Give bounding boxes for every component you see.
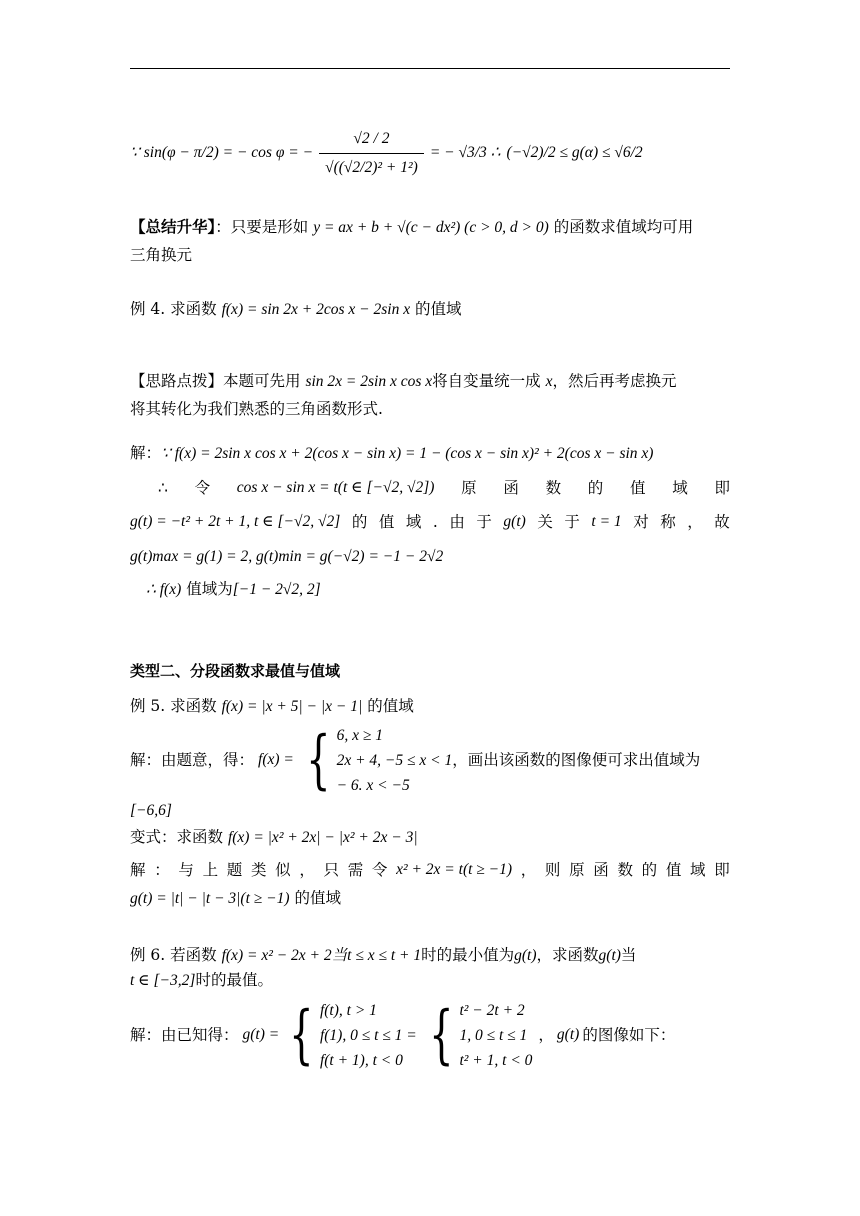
ex5-fx: f(x) =: [258, 751, 294, 768]
ex5-case: 2x + 4, −5 ≤ x < 1: [336, 751, 453, 769]
ex4-result-b: 值域为: [186, 580, 233, 598]
ex4-g-word: 由: [449, 513, 465, 531]
ex4-let-word: 函: [503, 479, 519, 497]
brace-icon: {: [289, 998, 314, 1072]
ex4-g-formula: g(t) = −t² + 2t + 1, t ∈ [−√2, √2]: [130, 513, 341, 530]
ex5-var-g: g(t) = |t| − |t − 3|(t ≥ −1): [130, 890, 290, 907]
ex6-case2: t² − 2t + 2: [459, 1001, 525, 1019]
ex5-var-word: 的: [641, 861, 658, 879]
summary-formula: y = ax + b + √(c − dx²) (c > 0, d > 0): [313, 219, 549, 236]
ex4-title-b: 的值域: [415, 300, 462, 318]
ex4-hint-label: 【思路点拨】: [130, 372, 224, 390]
ex4-sol-formula: ∵ f(x) = 2sin x cos x + 2(cos x − sin x) = 1 − (cos x − sin x)² + 2(cos x − sin x): [161, 445, 654, 462]
ex4-title-formula: f(x) = sin 2x + 2cos x − 2sin x: [221, 301, 411, 318]
ex4-let-word: 即: [714, 479, 730, 497]
ex4-g-word: 故: [714, 513, 730, 531]
ex5-var-word: 似: [275, 861, 291, 879]
ex6-piecewise-1: [281, 998, 417, 1073]
ex5-var-word: 题: [226, 861, 243, 879]
ex6-title-a: 例 6. 若函数: [130, 946, 217, 964]
ex4-g-word: ，: [687, 513, 703, 531]
ex4-result-line: [130, 578, 730, 601]
ex4-title-a: 例 4. 求函数: [130, 300, 217, 318]
header-rule: [130, 68, 730, 69]
ex5-range: [−6,6]: [130, 802, 172, 819]
ex5-solution: [130, 720, 730, 910]
eq1-mid: = − √3/3 ∴: [429, 144, 501, 161]
ex6-case1: f(t + 1), t < 0: [319, 1051, 403, 1069]
ex5-title-formula: f(x) = |x + 5| − |x − 1|: [221, 698, 363, 715]
ex5-var-word: ，: [520, 861, 537, 879]
ex4-g-t1: t = 1: [591, 513, 622, 530]
ex4-hint-x: x: [545, 373, 553, 390]
eq1-frac-den: √((√2/2)² + 1²): [325, 158, 418, 176]
summary-text-b: 的函数求值域均可用: [553, 218, 694, 236]
ex4-hint-d: 将其转化为我们熟悉的三角函数形式.: [130, 400, 383, 418]
ex4-g-word: 对: [633, 513, 649, 531]
ex5-title: [130, 695, 730, 718]
ex4-g-word: .: [432, 513, 438, 531]
ex4-g-word: 于: [564, 513, 580, 531]
ex4-hint-a: 本题可先用: [223, 372, 301, 390]
ex5-var-word: 令: [371, 861, 388, 879]
ex6-case2: t² + 1, t < 0: [459, 1051, 533, 1069]
ex5-case: − 6. x < −5: [336, 776, 410, 794]
ex4-let-line: [130, 477, 730, 499]
ex6-sol-b: ，: [538, 1026, 554, 1044]
ex6-title: [130, 944, 730, 992]
brace-icon: {: [306, 723, 331, 797]
ex4-g-word: 称: [660, 513, 676, 531]
ex5-var-sol-line: [130, 859, 730, 881]
ex6-case2: 1, 0 ≤ t ≤ 1: [459, 1026, 528, 1044]
ex6-title-d: 当: [620, 946, 637, 964]
ex4-let-word: 数: [545, 479, 562, 497]
ex5-var-formula: f(x) = |x² + 2x| − |x² + 2x − 3|: [227, 829, 418, 846]
ex5-var-word: 上: [202, 861, 219, 879]
ex5-var-word: 类: [250, 861, 267, 879]
ex6-sol-g: g(t): [556, 1026, 580, 1043]
ex6-sol-a: 解：由已知得：: [130, 1026, 239, 1044]
ex5-var-sol-formula: x² + 2x = t(t ≥ −1): [396, 861, 513, 878]
ex5-var-word: 与: [178, 861, 194, 879]
ex5-var-word: ：: [154, 861, 170, 879]
ex4-result-a: ∴ f(x): [146, 581, 182, 598]
ex5-var-word: ，: [299, 861, 315, 879]
ex4-let-word: 令: [194, 479, 211, 497]
ex4-g-word: 的: [351, 513, 368, 531]
ex4-g-word: 值: [378, 513, 395, 531]
eq1-ineq: (−√2)/2 ≤ g(α) ≤ √6/2: [506, 144, 643, 161]
ex6-solution: [130, 994, 730, 1076]
ex4-result-c: [−1 − 2√2, 2]: [232, 581, 321, 598]
ex5-sol-b: ，画出该函数的图像便可求出值域为: [452, 751, 701, 769]
summary-block: [130, 216, 730, 266]
ex6-piecewise-2: [421, 998, 533, 1073]
ex5-var-word: 函: [593, 861, 609, 879]
ex5-title-b: 的值域: [367, 697, 414, 715]
ex5-var-word: 即: [714, 861, 730, 879]
ex5-piecewise: [298, 723, 452, 798]
ex6-gt: g(t) =: [242, 1026, 280, 1043]
ex5-sol-a: 解：由题意，得：: [130, 751, 255, 769]
ex5-var-word: 需: [347, 861, 364, 879]
summary-text-c: 三角换元: [130, 246, 193, 264]
ex6-title-b: 时的最小值为: [421, 946, 515, 964]
ex5-var-word: 则: [544, 861, 561, 879]
ex4-let-word: 域: [672, 479, 688, 497]
ex4-let-formula: cos x − sin x = t(t ∈ [−√2, √2]): [236, 479, 435, 496]
ex4-solution: [130, 442, 730, 601]
equation-line-1: [130, 108, 730, 198]
summary-label: 【总结升华】: [130, 217, 216, 236]
ex4-hint-formula: sin 2x = 2sin x cos x: [305, 373, 433, 390]
ex6-title-c: ，求函数: [536, 946, 599, 964]
ex4-g-t: g(t): [503, 513, 526, 530]
ex5-title-a: 例 5. 求函数: [130, 697, 217, 715]
ex5-var-word: 解: [130, 861, 146, 879]
ex4-hint-b: 将自变量统一成: [432, 372, 541, 390]
ex6-title-e-formula: t ∈ [−3,2]: [130, 972, 196, 989]
ex6-title-e: 时的最值。: [195, 971, 273, 989]
ex4-let-word: 的: [587, 479, 604, 497]
ex6-title-g2: g(t): [598, 947, 621, 964]
summary-text-a: ：只要是形如: [215, 218, 309, 236]
ex4-hint-c: ，然后再考虑换元: [552, 372, 677, 390]
ex6-sol-c: 的图像如下：: [582, 1026, 676, 1044]
ex4-let-word: 值: [630, 479, 646, 497]
ex4-extrema-line: [130, 545, 730, 568]
ex4-g-line: [130, 511, 730, 533]
ex4-g-word: 于: [476, 513, 492, 531]
ex5-var-a: 变式：求函数: [130, 828, 224, 846]
ex5-var-word: 值: [665, 861, 682, 879]
ex5-case: 6, x ≥ 1: [336, 726, 383, 744]
ex5-var-word: 数: [617, 861, 633, 879]
ex5-var-word: 只: [323, 861, 340, 879]
eq1-frac-num: √2 / 2: [353, 129, 390, 147]
ex4-title: [130, 298, 730, 321]
section-heading: 类型二、分段函数求最值与值域: [130, 662, 341, 680]
ex6-case1: f(1), 0 ≤ t ≤ 1 =: [319, 1026, 417, 1044]
ex4-g-word: 关: [537, 513, 553, 531]
ex4-g-word: 域: [405, 513, 422, 531]
ex5-var-end: 的值域: [294, 889, 341, 907]
eq1-fraction: [319, 128, 424, 179]
ex6-title-formula: f(x) = x² − 2x + 2当t ≤ x ≤ t + 1: [221, 947, 422, 964]
ex4-extrema: g(t)max = g(1) = 2, g(t)min = g(−√2) = −1 − 2√2: [130, 548, 444, 565]
eq1-lhs: ∵ sin(φ − π/2) = − cos φ = −: [130, 144, 314, 161]
ex5-var-word: 原: [569, 861, 585, 879]
ex4-sol-label: 解：: [130, 444, 162, 462]
ex4-let-word: ∴: [158, 479, 168, 497]
ex5-var-word: 域: [690, 861, 706, 879]
brace-icon: {: [428, 998, 454, 1072]
ex6-case1: f(t), t > 1: [319, 1001, 377, 1019]
ex4-let-word: 原: [461, 479, 477, 497]
ex4-hint: [130, 370, 730, 420]
ex6-title-g: g(t): [514, 947, 537, 964]
